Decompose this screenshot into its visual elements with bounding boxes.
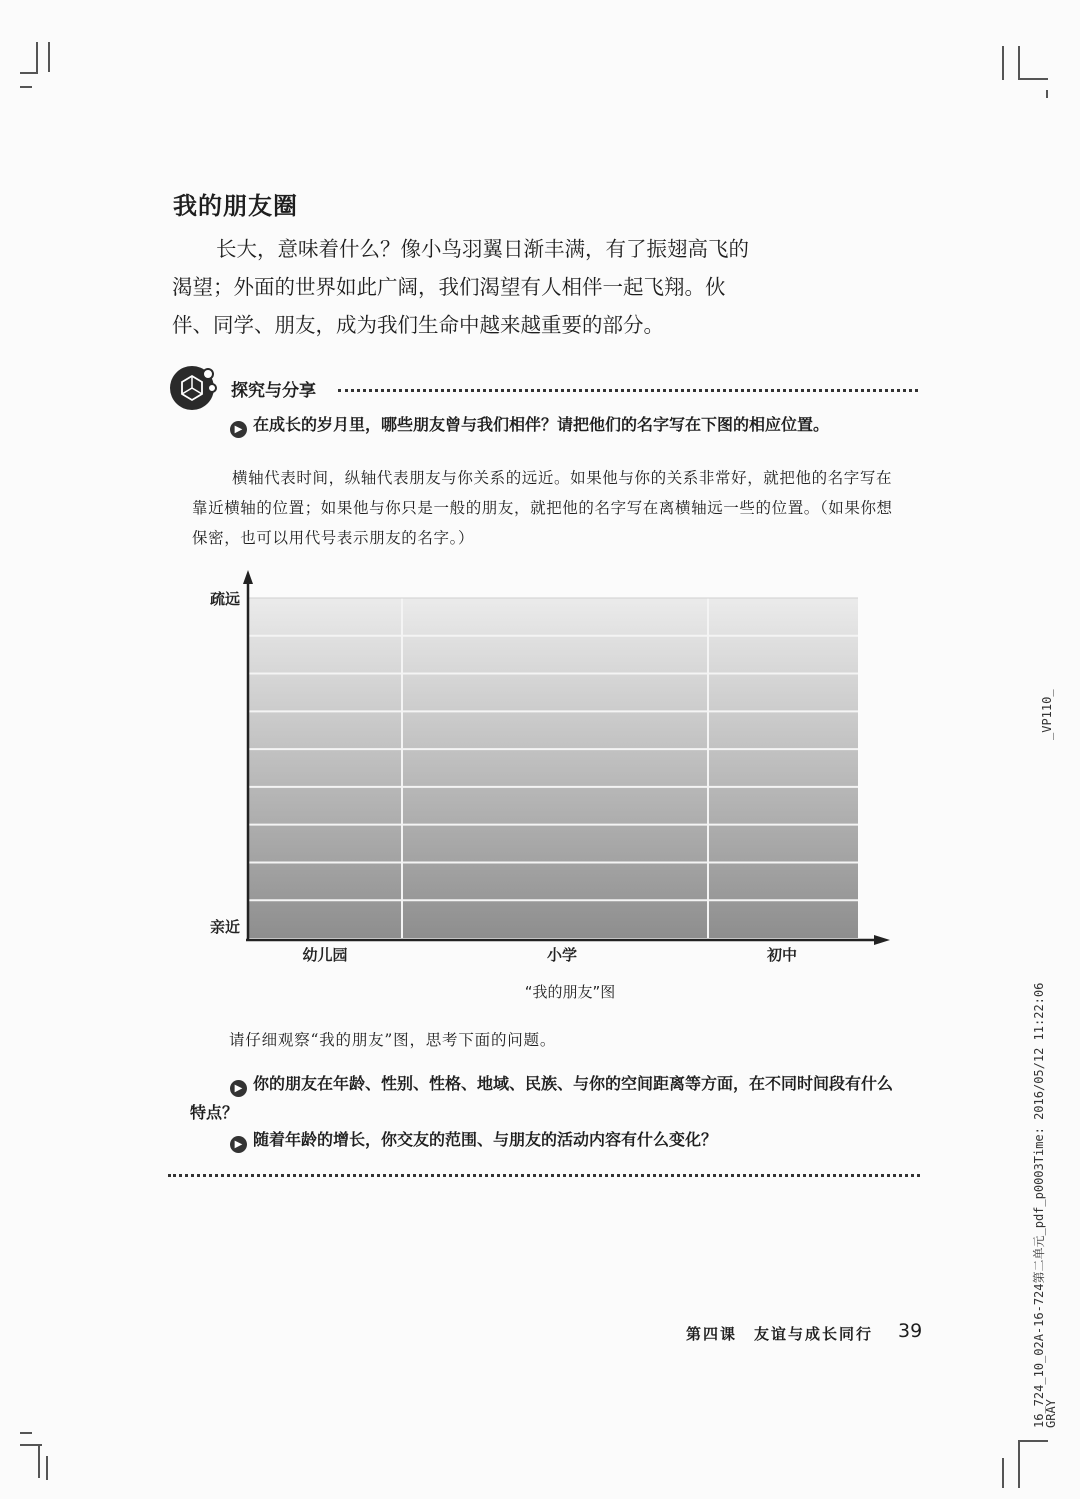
question-3-text: 随着年龄的增长，你交友的范围、与朋友的活动内容有什么变化？ — [253, 1130, 718, 1149]
y-label-far: 疏远 — [209, 590, 240, 608]
activity-label: 探究与分享 — [231, 381, 316, 401]
explore-share-icon — [168, 362, 218, 412]
page-number: 39 — [898, 1320, 923, 1342]
intro-paragraph — [172, 230, 752, 344]
margin-gray: GRAY — [1044, 1399, 1058, 1428]
friend-chart — [0, 560, 1080, 1020]
x-tick-label: 初中 — [766, 946, 798, 964]
margin-vp-code: _VP110_ — [1040, 689, 1054, 740]
bullet-icon: ▶ — [230, 421, 247, 438]
intro-text: 长大，意味着什么？像小鸟羽翼日渐丰满，有了振翅高飞的渴望；外面的世界如此广阔，我们渴望有人相伴一起飞翔。伙伴、同学、朋友，成为我们生命中越来越重要的部分。 — [172, 237, 749, 337]
bullet-icon: ▶ — [230, 1080, 247, 1097]
chart-grid-area — [248, 598, 858, 938]
question-3 — [190, 1125, 904, 1154]
lesson-title: 第四课 友谊与成长同行 — [686, 1325, 874, 1343]
y-axis-arrow — [243, 570, 253, 584]
section-title: 我的朋友圈 — [173, 192, 298, 220]
question-2 — [190, 1069, 904, 1127]
margin-timestamp: 16_724_10_02A-16-724第二单元_pdf_p0003Time: 2016/05/12 11:22:06 — [1032, 982, 1046, 1428]
question-1-text: 在成长的岁月里，哪些朋友曾与我们相伴？请把他们的名字写在下图的相应位置。 — [253, 415, 830, 434]
bullet-icon: ▶ — [230, 1136, 247, 1153]
observe-prompt: 请仔细观察“我的朋友”图，思考下面的问题。 — [229, 1031, 557, 1049]
dotted-divider — [338, 389, 918, 392]
question-1 — [192, 410, 904, 439]
x-tick-label: 小学 — [546, 946, 578, 964]
instruction-paragraph — [192, 463, 902, 553]
question-2-text: 你的朋友在年龄、性别、性格、地域、民族、与你的空间距离等方面，在不同时间段有什么特点？ — [190, 1074, 894, 1122]
chart-caption: “我的朋友”图 — [524, 983, 616, 1001]
y-label-close: 亲近 — [209, 918, 240, 936]
instruction-text: 横轴代表时间，纵轴代表朋友与你关系的远近。如果他与你的关系非常好，就把他的名字写在靠近横轴的位置；如果他与你只是一般的朋友，就把他的名字写在离横轴远一些的位置。（如果你想保密，也可以用代号表示朋友的名字。） — [192, 469, 893, 547]
x-tick-label: 幼儿园 — [302, 946, 348, 964]
dotted-divider-bottom — [168, 1174, 920, 1177]
x-axis-arrow — [874, 935, 890, 945]
